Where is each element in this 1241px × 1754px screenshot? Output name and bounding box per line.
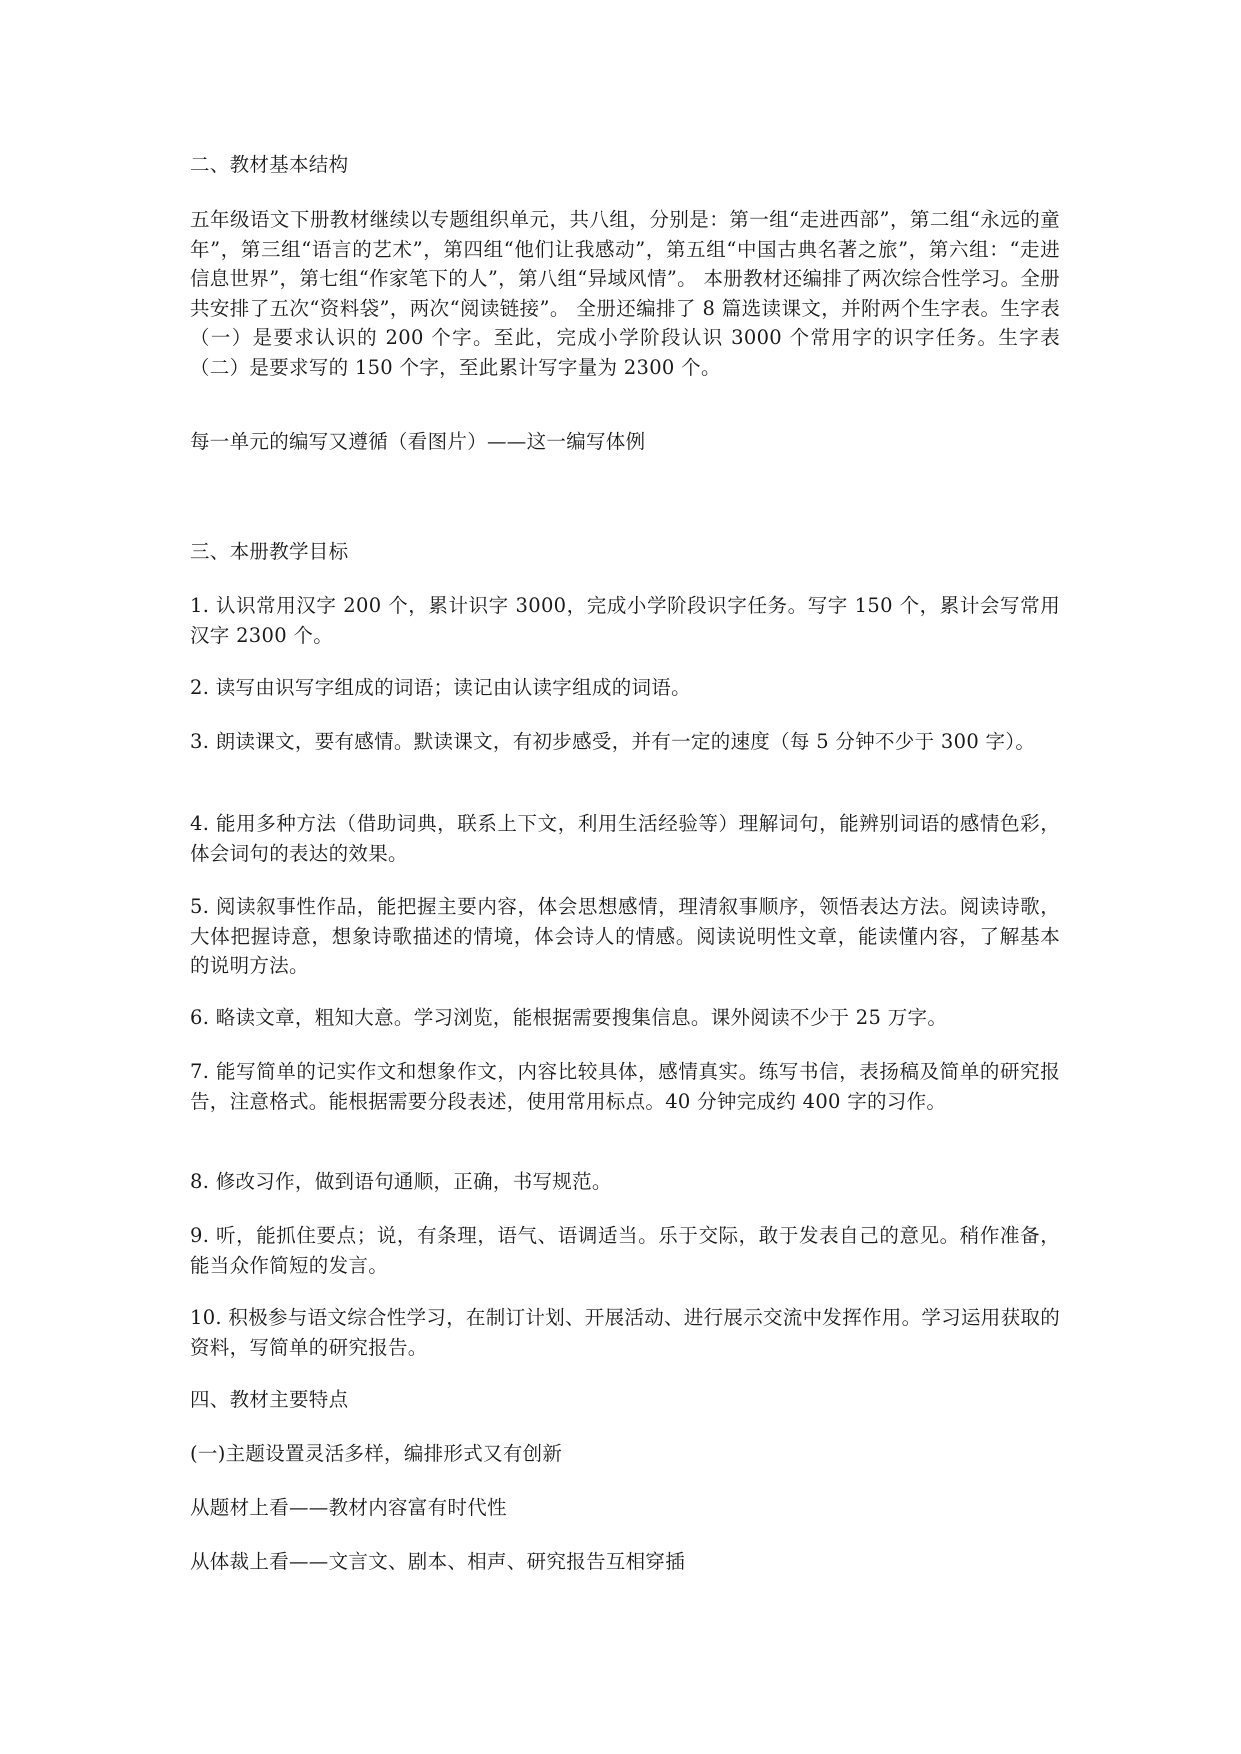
feature-line-1: 从题材上看——教材内容富有时代性 bbox=[190, 1496, 507, 1519]
section-2-heading: 二、教材基本结构 bbox=[190, 153, 349, 176]
goal-item-5: 5. 阅读叙事性作品，能把握主要内容，体会思想感情，理清叙事顺序，领悟表达方法。阅读诗歌，大体把握诗意，想象诗歌描述的情境，体会诗人的情感。阅读说明性文章，能读懂内容，了解基本的说明方法。 bbox=[190, 895, 1060, 977]
goal-item-7: 7. 能写简单的记实作文和想象作文，内容比较具体，感情真实。练写书信，表扬稿及简单的研究报告，注意格式。能根据需要分段表述，使用常用标点。40 分钟完成约 400 字的习作。 bbox=[190, 1060, 1060, 1113]
goal-item-8: 8. 修改习作，做到语句通顺，正确，书写规范。 bbox=[190, 1170, 612, 1193]
goal-item-1: 1. 认识常用汉字 200 个，累计识字 3000，完成小学阶段识字任务。写字 150 个，累计会写常用汉字 2300 个。 bbox=[190, 594, 1060, 647]
feature-line-2: 从体裁上看——文言文、剧本、相声、研究报告互相穿插 bbox=[190, 1550, 686, 1573]
goal-item-4: 4. 能用多种方法（借助词典，联系上下文，利用生活经验等）理解词句，能辨别词语的感情色彩，体会词句的表达的效果。 bbox=[190, 812, 1060, 865]
section-2-paragraph: 五年级语文下册教材继续以专题组织单元，共八组，分别是：第一组“走进西部”，第二组“永远的童年”，第三组“语言的艺术”，第四组“他们让我感动”，第五组“中国古典名著之旅”，第六组：“走进信息世界”，第七组“作家笔下的人”，第八组“异域风情”。 本册教材还编排了两次综合性学习。全册共安排了五次“资料袋”，两次“阅读链接”。 全册还编排了 8 篇选读课文，并附两个生字表。生字表（一）是要求认识的 200 个字。至此，完成小学阶段认识 3000 个常用字的识字任务。生字表（二）是要求写的 150 个字，至此累计写字量为 2300 个。 bbox=[190, 208, 1060, 379]
goal-item-3: 3. 朗读课文，要有感情。默读课文，有初步感受，并有一定的速度（每 5 分钟不少于 300 字）。 bbox=[190, 730, 1036, 753]
goal-item-2: 2. 读写由识写字组成的词语；读记由认读字组成的词语。 bbox=[190, 676, 691, 699]
section-2-note: 每一单元的编写又遵循（看图片）——这一编写体例 bbox=[190, 430, 646, 453]
section-4-heading: 四、教材主要特点 bbox=[190, 1388, 349, 1411]
goal-item-9: 9. 听，能抓住要点；说，有条理，语气、语调适当。乐于交际，敢于发表自己的意见。稍作准备，能当众作简短的发言。 bbox=[190, 1224, 1060, 1277]
goal-item-6: 6. 略读文章，粗知大意。学习浏览，能根据需要搜集信息。课外阅读不少于 25 万字。 bbox=[190, 1006, 948, 1029]
goal-item-10: 10. 积极参与语文综合性学习，在制订计划、开展活动、进行展示交流中发挥作用。学习运用获取的资料，写简单的研究报告。 bbox=[190, 1306, 1061, 1359]
section-3-heading: 三、本册教学目标 bbox=[190, 540, 349, 563]
feature-subheading-1: (一)主题设置灵活多样，编排形式又有创新 bbox=[190, 1442, 563, 1465]
